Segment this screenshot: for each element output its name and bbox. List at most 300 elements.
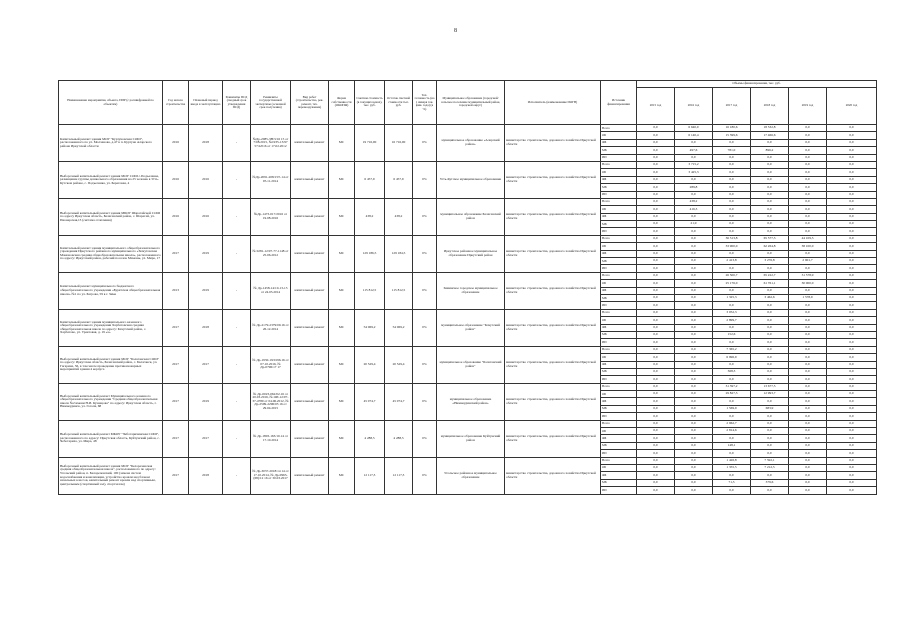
cell-amount: 781,0 bbox=[713, 147, 751, 154]
cell-amount: 0,0 bbox=[637, 391, 675, 398]
cell-amount: 0,0 bbox=[751, 287, 789, 294]
cell-form: МС bbox=[329, 272, 355, 309]
cell-amount: 379,6 bbox=[751, 479, 789, 486]
cell-amount: 0,0 bbox=[637, 450, 675, 457]
cell-amount: 0,0 bbox=[751, 450, 789, 457]
cell-amount: 0,0 bbox=[637, 184, 675, 191]
cell-source: ФБ bbox=[601, 213, 637, 220]
cell-amount: 0,0 bbox=[827, 161, 877, 168]
cell-amount: 0,0 bbox=[751, 472, 789, 479]
cell-work: капитальный ремонт bbox=[291, 457, 329, 494]
cell-amount: 0,0 bbox=[789, 221, 827, 228]
header-year: 2019 год bbox=[789, 88, 827, 125]
cell-start: 2017 bbox=[163, 420, 189, 457]
cell-amount: 0,0 bbox=[675, 413, 713, 420]
cell-amount: 0,0 bbox=[751, 265, 789, 272]
cell-amount: 6 140,4 bbox=[675, 132, 713, 139]
cell-amount: 0,0 bbox=[637, 331, 675, 338]
cell-amount: 0,0 bbox=[637, 169, 675, 176]
cell-amount: 36 313,8 bbox=[713, 235, 751, 242]
cell-source: ИИ bbox=[601, 265, 637, 272]
cell-psd: - bbox=[223, 309, 251, 346]
cell-amount: 0,0 bbox=[827, 154, 877, 161]
cell-amount: 0,0 bbox=[827, 125, 877, 132]
cell-cost: 20 529,4 bbox=[355, 346, 385, 383]
cell-amount: 0,0 bbox=[789, 405, 827, 412]
cell-amount: 0,0 bbox=[637, 368, 675, 375]
cell-mo: Усть-Кутское муниципальное образование bbox=[437, 161, 505, 198]
cell-amount: 0,0 bbox=[751, 339, 789, 346]
cell-source: МБ bbox=[601, 331, 637, 338]
cell-amount: 0,0 bbox=[675, 398, 713, 405]
cell-amount: 0,0 bbox=[713, 206, 751, 213]
cell-expertise: № Др-3037-2018/14 14 от 17.10.2014, № Др-0963-(68)/12 16 от 30.03.2017 bbox=[251, 457, 291, 494]
cell-amount: 0,0 bbox=[789, 420, 827, 427]
cell-amount: 0,0 bbox=[675, 361, 713, 368]
cell-amount: 0,0 bbox=[675, 354, 713, 361]
cell-amount: 0,0 bbox=[789, 125, 827, 132]
cell-form: МС bbox=[329, 161, 355, 198]
cell-amount: 0,0 bbox=[713, 302, 751, 309]
cell-source: ИИ bbox=[601, 154, 637, 161]
cell-amount: 0,0 bbox=[789, 324, 827, 331]
cell-amount: 0,0 bbox=[789, 339, 827, 346]
table-row bbox=[59, 272, 877, 279]
cell-amount: 0,0 bbox=[789, 250, 827, 257]
cell-amount: 0,0 bbox=[789, 413, 827, 420]
cell-amount: 0,0 bbox=[675, 294, 713, 301]
cell-amount: 0,0 bbox=[637, 435, 675, 442]
cell-amount: 0,0 bbox=[789, 464, 827, 471]
cell-amount: 0,0 bbox=[713, 161, 751, 168]
cell-amount: 0,0 bbox=[751, 324, 789, 331]
cell-amount: 0,0 bbox=[789, 139, 827, 146]
cell-source: Всего bbox=[601, 346, 637, 353]
cell-amount: 7 365,2 bbox=[713, 346, 751, 353]
cell-amount: 0,0 bbox=[751, 376, 789, 383]
cell-amount: 0,0 bbox=[675, 265, 713, 272]
cell-amount: 0,0 bbox=[827, 191, 877, 198]
header-year: 2017 год bbox=[713, 88, 751, 125]
cell-amount: 0,0 bbox=[713, 324, 751, 331]
cell-amount: 0,0 bbox=[713, 435, 751, 442]
cell-ready: 0% bbox=[413, 457, 437, 494]
cell-ready: 0% bbox=[413, 198, 437, 235]
cell-ready: 0% bbox=[413, 235, 437, 272]
cell-amount: 0,0 bbox=[827, 184, 877, 191]
cell-source: Всего bbox=[601, 272, 637, 279]
cell-source: ФБ bbox=[601, 361, 637, 368]
cell-amount: 0,0 bbox=[751, 368, 789, 375]
cell-source: МБ bbox=[601, 221, 637, 228]
cell-source: ОБ bbox=[601, 169, 637, 176]
cell-amount: 0,0 bbox=[789, 206, 827, 213]
cell-amount: 0,0 bbox=[827, 139, 877, 146]
cell-mo: муниципальное образование «Нижнеудинский район» bbox=[437, 383, 505, 420]
cell-amount: 0,0 bbox=[789, 147, 827, 154]
cell-amount: 0,0 bbox=[751, 206, 789, 213]
cell-source: ИИ bbox=[601, 450, 637, 457]
cell-amount: 0,0 bbox=[713, 221, 751, 228]
cell-amount: 0,0 bbox=[827, 198, 877, 205]
table-row bbox=[59, 198, 877, 205]
cell-mo: Зиминское городское муниципальное образование bbox=[437, 272, 505, 309]
cell-amount: 0,0 bbox=[675, 450, 713, 457]
cell-amount: 0,0 bbox=[751, 169, 789, 176]
cell-amount: 18 532,8 bbox=[751, 125, 789, 132]
cell-amount: 0,0 bbox=[637, 420, 675, 427]
cell-amount: 0,0 bbox=[713, 265, 751, 272]
cell-amount: 0,0 bbox=[713, 154, 751, 161]
cell-amount: 0,0 bbox=[751, 198, 789, 205]
cell-source: ФБ bbox=[601, 139, 637, 146]
cell-name: Капитальный ремонт муниципального бюджетного общеобразовательного учреждения «Бурятская общеобразовательная школа» №1 по ул. Багрова, 59 в г. Зиме bbox=[59, 272, 163, 309]
cell-amount: 0,0 bbox=[675, 391, 713, 398]
cell-amount: 0,0 bbox=[827, 309, 877, 316]
cell-amount: 0,0 bbox=[827, 265, 877, 272]
cell-rest: 20 529,4 bbox=[385, 346, 413, 383]
cell-amount: 0,0 bbox=[637, 198, 675, 205]
header-cell: Плановый период ввода в эксплуатацию bbox=[189, 81, 223, 125]
cell-amount: 0,0 bbox=[637, 294, 675, 301]
cell-amount: 0,0 bbox=[827, 413, 877, 420]
cell-amount: 15 399,6 bbox=[713, 132, 751, 139]
cell-amount: 0,0 bbox=[675, 405, 713, 412]
cell-psd: - bbox=[223, 272, 251, 309]
cell-start: 2017 bbox=[163, 346, 189, 383]
cell-amount: 0,0 bbox=[789, 487, 827, 494]
cell-amount: 0,0 bbox=[637, 339, 675, 346]
table-row bbox=[59, 161, 877, 168]
cell-amount: 0,0 bbox=[675, 457, 713, 464]
cell-source: ОБ bbox=[601, 317, 637, 324]
cell-amount: 416,3 bbox=[675, 206, 713, 213]
cell-mo: Иркутское районное муниципальное образование Иркутский район bbox=[437, 235, 505, 272]
cell-amount: 3 462,6 bbox=[751, 294, 789, 301]
cell-amount: 0,0 bbox=[751, 184, 789, 191]
cell-amount: 368,3 bbox=[713, 368, 751, 375]
cell-amount: 0,0 bbox=[827, 339, 877, 346]
cell-start: 2016 bbox=[163, 125, 189, 162]
cell-amount: 0,0 bbox=[827, 169, 877, 176]
cell-end: 2017 bbox=[189, 420, 223, 457]
cell-amount: 0,0 bbox=[675, 176, 713, 183]
cell-source: Всего bbox=[601, 161, 637, 168]
cell-amount: 0,0 bbox=[827, 346, 877, 353]
cell-rest: 45 074,7 bbox=[385, 383, 413, 420]
header-cell: Источник финансирования bbox=[601, 81, 637, 125]
cell-amount: 0,0 bbox=[637, 324, 675, 331]
cell-amount: 0,0 bbox=[827, 472, 877, 479]
cell-amount: 0,0 bbox=[827, 428, 877, 435]
cell-amount: 0,0 bbox=[827, 361, 877, 368]
cell-amount: 0,0 bbox=[789, 391, 827, 398]
header-cell: Остаток сметной стоимости тыс. руб. bbox=[385, 81, 413, 125]
cell-amount: 1 426,8 bbox=[713, 457, 751, 464]
cell-source: ОБ bbox=[601, 132, 637, 139]
cell-source: ОБ bbox=[601, 354, 637, 361]
cell-amount: 0,0 bbox=[637, 457, 675, 464]
cell-name: Выборочный капитальный ремонт здания МОУ СОШ с.Подъеланка, размещение группы дошкольного образования на 25 человек в Усть-Кутском районе, с. Подъеланка, ул. Береговая, 4 bbox=[59, 161, 163, 198]
cell-amount: 0,0 bbox=[789, 376, 827, 383]
cell-amount: 0,0 bbox=[675, 435, 713, 442]
cell-source: МБ bbox=[601, 258, 637, 265]
cell-amount: 3 052,3 bbox=[713, 309, 751, 316]
cell-amount: 148,1 bbox=[713, 442, 751, 449]
cell-psd: - bbox=[223, 457, 251, 494]
header-cell: Вид работ (строительство, рек. ремонт, тех. перевооружение) bbox=[291, 81, 329, 125]
cell-amount: 0,0 bbox=[637, 287, 675, 294]
cell-amount: 0,0 bbox=[751, 354, 789, 361]
cell-amount: 0,0 bbox=[637, 354, 675, 361]
cell-amount: 0,0 bbox=[675, 487, 713, 494]
cell-amount: 0,0 bbox=[827, 487, 877, 494]
cell-amount: 0,0 bbox=[827, 331, 877, 338]
header-cell: Сметная стоимость (в текущих ценах), тыс. руб. bbox=[355, 81, 385, 125]
cell-amount: 31 578,9 bbox=[789, 272, 827, 279]
cell-amount: 0,0 bbox=[789, 198, 827, 205]
cell-cost: 19 716,00 bbox=[355, 125, 385, 162]
cell-executor: министерство строительства, дорожного хозяйства Иркутской области bbox=[505, 346, 601, 383]
cell-amount: 0,0 bbox=[827, 221, 877, 228]
cell-amount: 3 276,8 bbox=[751, 258, 789, 265]
header-cell: Муниципальное образование (городской/сельское поселение муниципальный район, городской округ) bbox=[437, 81, 505, 125]
cell-amount: 0,0 bbox=[827, 376, 877, 383]
cell-amount: 0,0 bbox=[637, 464, 675, 471]
cell-amount: 0,0 bbox=[789, 428, 827, 435]
cell-start: 2016 bbox=[163, 161, 189, 198]
cell-amount: 438,2 bbox=[675, 198, 713, 205]
cell-amount: 0,0 bbox=[637, 161, 675, 168]
cell-amount: 31 397,2 bbox=[713, 383, 751, 390]
cell-form: МС bbox=[329, 457, 355, 494]
cell-amount: 62 264,8 bbox=[751, 243, 789, 250]
cell-amount: 0,0 bbox=[827, 294, 877, 301]
cell-amount: 0,0 bbox=[827, 228, 877, 235]
cell-amount: 0,0 bbox=[789, 383, 827, 390]
header-year: 2018 год bbox=[751, 88, 789, 125]
cell-work: капитальный ремонт bbox=[291, 198, 329, 235]
cell-amount: 0,0 bbox=[675, 228, 713, 235]
cell-rest: 16 716,00 bbox=[385, 125, 413, 162]
cell-amount: 0,0 bbox=[675, 479, 713, 486]
cell-start: 2017 bbox=[163, 383, 189, 420]
cell-amount: 0,0 bbox=[637, 154, 675, 161]
cell-amount: 2 962,7 bbox=[713, 420, 751, 427]
cell-ready: 0% bbox=[413, 309, 437, 346]
cell-amount: 0,0 bbox=[637, 302, 675, 309]
cell-amount: 0,0 bbox=[713, 413, 751, 420]
cell-amount: 0,0 bbox=[789, 368, 827, 375]
cell-amount: 0,0 bbox=[827, 420, 877, 427]
cell-amount: 0,0 bbox=[675, 309, 713, 316]
cell-amount: 0,0 bbox=[827, 250, 877, 257]
cell-amount: 0,0 bbox=[751, 191, 789, 198]
cell-name: Выборочный капитальный ремонт Муниципального казенного общеобразовательного учреждения "Средняя общеобразовательная школа №2 имени Н.И. Кузнецова" по адресу: Иркутская область, г. Нижнеудинск, ул. Гоголя, 68 bbox=[59, 383, 163, 420]
cell-amount: 0,0 bbox=[675, 235, 713, 242]
cell-amount: 0,0 bbox=[713, 361, 751, 368]
cell-amount: 0,0 bbox=[675, 324, 713, 331]
cell-amount: 0,0 bbox=[751, 428, 789, 435]
cell-amount: 0,0 bbox=[827, 442, 877, 449]
cell-amount: 0,0 bbox=[789, 161, 827, 168]
header-year: 2015 год bbox=[637, 88, 675, 125]
cell-amount: 21,9 bbox=[675, 221, 713, 228]
cell-start: 2017 bbox=[163, 309, 189, 346]
cell-psd: - bbox=[223, 346, 251, 383]
cell-amount: 0,0 bbox=[751, 176, 789, 183]
cell-amount: 12 993,7 bbox=[751, 391, 789, 398]
cell-executor: министерство строительства, дорожного хозяйства Иркутской области bbox=[505, 457, 601, 494]
cell-form: МС bbox=[329, 309, 355, 346]
cell-amount: 0,0 bbox=[713, 250, 751, 257]
cell-amount: 0,0 bbox=[713, 339, 751, 346]
cell-amount: 0,0 bbox=[675, 302, 713, 309]
cell-psd: - bbox=[223, 420, 251, 457]
cell-amount: 0,0 bbox=[789, 435, 827, 442]
cell-mo: муниципальное образование Куйтунский район bbox=[437, 420, 505, 457]
cell-end: 2016 bbox=[189, 198, 223, 235]
cell-amount: 0,0 bbox=[713, 376, 751, 383]
cell-amount: 2 901,7 bbox=[789, 258, 827, 265]
cell-amount: 0,0 bbox=[789, 154, 827, 161]
cell-amount: 0,0 bbox=[789, 176, 827, 183]
cell-amount: 30 000,0 bbox=[789, 280, 827, 287]
cell-amount: 0,0 bbox=[751, 139, 789, 146]
header-year: 2016 год bbox=[675, 88, 713, 125]
cell-amount: 0,0 bbox=[789, 361, 827, 368]
cell-amount: 0,0 bbox=[675, 213, 713, 220]
cell-amount: 0,0 bbox=[827, 272, 877, 279]
cell-amount: 1 355,5 bbox=[713, 464, 751, 471]
cell-form: МС bbox=[329, 346, 355, 383]
cell-amount: 0,0 bbox=[751, 317, 789, 324]
header-cell: Год начала строительства bbox=[163, 81, 189, 125]
cell-end: 2019 bbox=[189, 383, 223, 420]
cell-name: Капитальный ремонт здания муниципального общеобразовательного учреждения Иркутского районного муниципального «Хомутовская Мамоновская средняя общеобразовательная школа», расположенного по адресу: Иркутский район, рабочий поселок Мамоны, ул. Мира, 17 bbox=[59, 235, 163, 272]
cell-psd: - bbox=[223, 161, 251, 198]
cell-rest: 12 117,3 bbox=[385, 457, 413, 494]
cell-amount: 0,0 bbox=[637, 309, 675, 316]
header-cell: Исполнитель (наименование ИОГВ) bbox=[505, 81, 601, 125]
cell-amount: 0,0 bbox=[637, 442, 675, 449]
cell-work: капитальный ремонт bbox=[291, 161, 329, 198]
cell-source: ОБ bbox=[601, 391, 637, 398]
cell-start: 2016 bbox=[163, 198, 189, 235]
cell-amount: 0,0 bbox=[713, 487, 751, 494]
cell-amount: 497,6 bbox=[675, 147, 713, 154]
cell-amount: 0,0 bbox=[789, 346, 827, 353]
cell-rest: 115 812,5 bbox=[385, 272, 413, 309]
cell-mo: Усольское районное муниципальное образование bbox=[437, 457, 505, 494]
cell-amount: 7 592,1 bbox=[751, 457, 789, 464]
cell-amount: 0,0 bbox=[751, 228, 789, 235]
cell-name: Выборочный капитальный ремонт МКОУ "Чеботарихинская СОШ", расположенного по адресу: Иркутская область, Куйтунский район, с. Чеботариха, ул. Мира, 48 bbox=[59, 420, 163, 457]
cell-amount: 0,0 bbox=[827, 354, 877, 361]
cell-amount: 0,0 bbox=[789, 317, 827, 324]
cell-ready: 0% bbox=[413, 272, 437, 309]
cell-source: ФБ bbox=[601, 176, 637, 183]
cell-source: ИИ bbox=[601, 191, 637, 198]
cell-amount: 0,0 bbox=[789, 228, 827, 235]
cell-ready: 0% bbox=[413, 420, 437, 457]
cell-name: Капитальный ремонт здания муниципального казенного общеобразовательного учреждения Харбатовская средняя общеобразовательная школа по адресу: Качугский район, с. Харбатово, ул. Трактовая, д. 19 «а» bbox=[59, 309, 163, 346]
cell-amount: 0,0 bbox=[827, 368, 877, 375]
cell-cost: 115 812,5 bbox=[355, 272, 385, 309]
cell-start: 2017 bbox=[163, 457, 189, 494]
table-row bbox=[59, 457, 877, 464]
cell-rest: 4 288,5 bbox=[385, 420, 413, 457]
cell-amount: 0,0 bbox=[637, 139, 675, 146]
cell-source: ФБ bbox=[601, 472, 637, 479]
cell-source: ИИ bbox=[601, 228, 637, 235]
cell-amount: 0,0 bbox=[827, 147, 877, 154]
cell-amount: 0,0 bbox=[789, 309, 827, 316]
cell-amount: 0,0 bbox=[789, 184, 827, 191]
cell-amount: 0,0 bbox=[675, 317, 713, 324]
cell-amount: 0,0 bbox=[827, 280, 877, 287]
cell-amount: 0,0 bbox=[637, 191, 675, 198]
cell-amount: 0,0 bbox=[637, 428, 675, 435]
cell-amount: 0,0 bbox=[637, 265, 675, 272]
cell-end: 2019 bbox=[189, 272, 223, 309]
cell-expertise: № Др-2179-2379/09.16 от 26.12.2014 bbox=[251, 309, 291, 346]
cell-amount: 0,0 bbox=[827, 317, 877, 324]
cell-amount: 1 578,9 bbox=[789, 294, 827, 301]
cell-end: 2018 bbox=[189, 457, 223, 494]
cell-amount: 0,0 bbox=[827, 213, 877, 220]
cell-source: ИИ bbox=[601, 413, 637, 420]
cell-amount: 0,0 bbox=[827, 132, 877, 139]
cell-amount: 0,0 bbox=[827, 383, 877, 390]
cell-expertise: № Др-0023-062/02.16 от 20.03.2016, № ОИ-12/07-37-4780 от 04.06.2012, № Др-2599-2296/03 16 от 29.04.2015 bbox=[251, 383, 291, 420]
cell-amount: 0,0 bbox=[675, 442, 713, 449]
cell-source: Всего bbox=[601, 198, 637, 205]
cell-amount: 0,0 bbox=[713, 139, 751, 146]
cell-amount: 0,0 bbox=[713, 198, 751, 205]
cell-psd: - bbox=[223, 383, 251, 420]
cell-amount: 0,0 bbox=[827, 464, 877, 471]
cell-amount: 65 577,3 bbox=[751, 235, 789, 242]
cell-source: ФБ bbox=[601, 287, 637, 294]
cell-source: ФБ bbox=[601, 324, 637, 331]
cell-psd: - bbox=[223, 198, 251, 235]
cell-amount: 0,0 bbox=[789, 132, 827, 139]
header-cell: Наименование мероприятия, объекта, ПИР (с расшифровкой по объектам) bbox=[59, 81, 163, 125]
header-cell: Тех. готовность (на 1 января тек. фин. года) (в %) bbox=[413, 81, 437, 125]
cell-amount: 2 899,7 bbox=[713, 317, 751, 324]
cell-amount: 0,0 bbox=[637, 383, 675, 390]
cell-form: МС bbox=[329, 383, 355, 420]
cell-end: 2017 bbox=[189, 346, 223, 383]
cell-amount: 16 180,6 bbox=[713, 125, 751, 132]
cell-amount: 0,0 bbox=[827, 302, 877, 309]
cell-amount: 0,0 bbox=[713, 472, 751, 479]
cell-amount: 0,0 bbox=[751, 361, 789, 368]
cell-amount: 1 325,3 bbox=[713, 294, 751, 301]
cell-amount: 44 109,5 bbox=[789, 235, 827, 242]
cell-amount: 0,0 bbox=[675, 428, 713, 435]
cell-executor: министерство строительства, дорожного хозяйства Иркутской области bbox=[505, 198, 601, 235]
table-row bbox=[59, 383, 877, 390]
cell-ready: 0% bbox=[413, 383, 437, 420]
cell-amount: 683,9 bbox=[751, 405, 789, 412]
cell-work: капитальный ремонт bbox=[291, 383, 329, 420]
cell-amount: 0,0 bbox=[789, 213, 827, 220]
cell-executor: министерство строительства, дорожного хозяйства Иркутской области bbox=[505, 420, 601, 457]
cell-amount: 0,0 bbox=[675, 331, 713, 338]
cell-cost: 12 117,3 bbox=[355, 457, 385, 494]
